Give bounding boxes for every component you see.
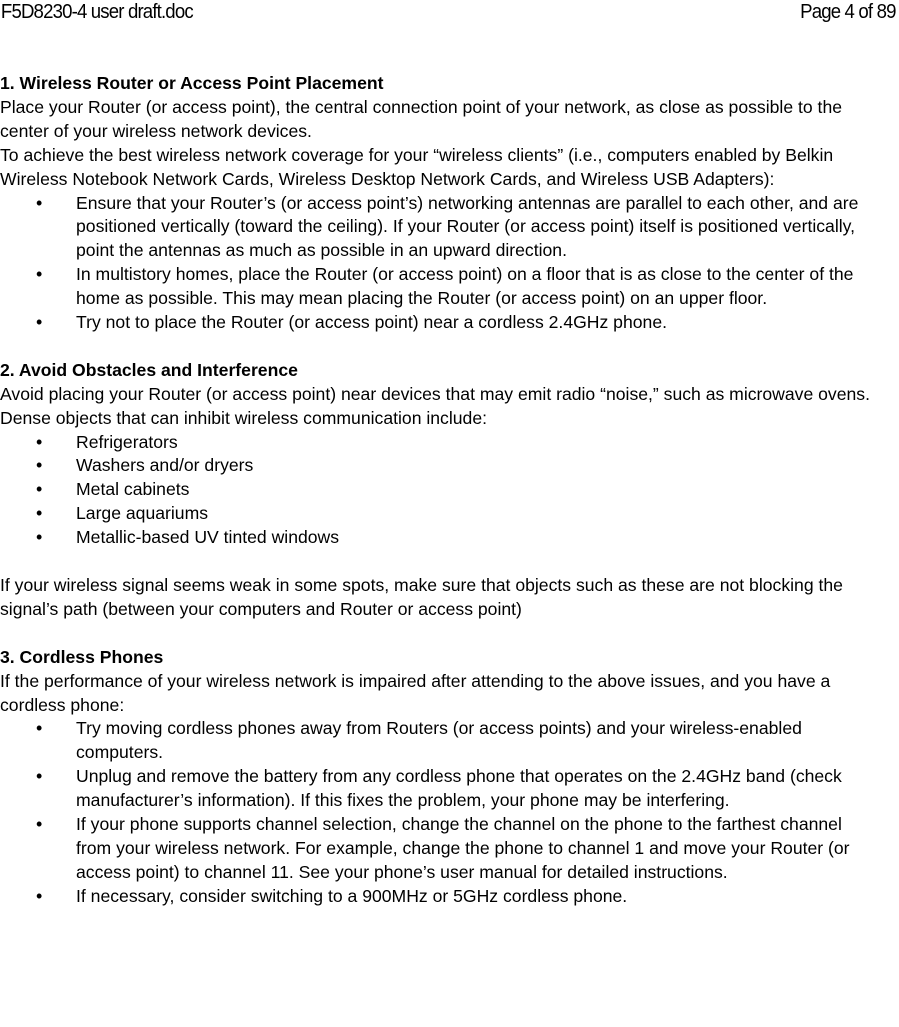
bullet-icon: •: [36, 814, 43, 835]
paragraph: Place your Router (or access point), the central connection point of your network, as close as possible to the center of your wireless network devices.: [0, 96, 843, 141]
list-item: [0, 765, 890, 813]
list-item: [0, 502, 890, 526]
document-body: [0, 72, 890, 909]
list-item-text: Metal cabinets: [76, 479, 190, 500]
list-item: [0, 454, 890, 478]
list-item: [0, 813, 890, 885]
list-item-text: In multistory homes, place the Router (or access point) on a floor that is as close to the center of the home as possible. This may mean placing the Router (or access point) on an upper floor.: [76, 264, 854, 309]
section-obstacles-closing: [0, 574, 890, 622]
list-item-text: Metallic-based UV tinted windows: [76, 527, 340, 548]
list-item: [0, 311, 890, 335]
bullet-icon: •: [36, 527, 43, 548]
page-header: [0, 0, 896, 24]
section-heading: 3. Cordless Phones: [0, 646, 164, 667]
bullet-list: [0, 717, 890, 908]
list-item-text: If your phone supports channel selection, change the channel on the phone to the farthest channel from your wireless network. For example, change the phone to channel 1 and move your Router (or access point) to channel 11. See your phone’s user manual for detailed instructions.: [76, 814, 850, 882]
bullet-icon: •: [36, 479, 43, 500]
page-number: Page 4 of 89: [800, 1, 896, 23]
section-cordless-phones: [0, 646, 890, 909]
document-filename: F5D8230-4 user draft.doc: [0, 1, 193, 23]
list-item-text: Refrigerators: [76, 431, 178, 452]
bullet-icon: •: [36, 264, 43, 285]
list-item-text: Ensure that your Router’s (or access point’s) networking antennas are parallel to each other, and are positioned vertically (toward the ceiling). If your Router (or access point) itself is positioned vertically, point the antennas as much as possible in an upward direction.: [76, 192, 859, 261]
list-item: [0, 263, 890, 311]
bullet-list: [0, 431, 890, 551]
section-obstacles: [0, 359, 890, 550]
list-item-text: If necessary, consider switching to a 900MHz or 5GHz cordless phone.: [76, 885, 628, 906]
bullet-icon: •: [36, 503, 43, 524]
list-item-text: Washers and/or dryers: [76, 455, 254, 476]
list-item-text: Unplug and remove the battery from any cordless phone that operates on the 2.4GHz band (check manufacturer’s information). If this fixes the problem, your phone may be interfering.: [76, 766, 842, 811]
bullet-icon: •: [36, 312, 43, 333]
bullet-icon: •: [36, 455, 43, 476]
paragraph: If the performance of your wireless network is impaired after attending to the above issues, and you have a cordless phone:: [0, 670, 831, 715]
paragraph: If your wireless signal seems weak in some spots, make sure that objects such as these are not blocking the signal’s path (between your computers and Router or access point): [0, 575, 843, 619]
list-item-text: Large aquariums: [76, 503, 209, 524]
paragraph: To achieve the best wireless network coverage for your “wireless clients” (i.e., computers enabled by Belkin Wireless Notebook Network Cards, Wireless Desktop Network Cards, and Wireless USB Adapters):: [0, 144, 834, 189]
paragraph: Avoid placing your Router (or access point) near devices that may emit radio “noise,” such as microwave ovens. Dense objects that can inhibit wireless communication include:: [0, 383, 870, 428]
bullet-icon: •: [36, 431, 43, 452]
list-item: [0, 431, 890, 455]
bullet-icon: •: [36, 718, 43, 739]
section-heading: 1. Wireless Router or Access Point Placement: [0, 73, 384, 93]
bullet-icon: •: [36, 192, 43, 213]
list-item: [0, 526, 890, 550]
section-heading: 2. Avoid Obstacles and Interference: [0, 359, 298, 380]
bullet-list: [0, 192, 890, 335]
list-item: [0, 192, 890, 264]
bullet-icon: •: [36, 766, 43, 787]
section-router-placement: [0, 72, 890, 335]
list-item: [0, 717, 890, 765]
bullet-icon: •: [36, 885, 43, 906]
list-item: [0, 478, 890, 502]
list-item-text: Try not to place the Router (or access point) near a cordless 2.4GHz phone.: [76, 312, 667, 333]
list-item: [0, 885, 890, 909]
list-item-text: Try moving cordless phones away from Routers (or access points) and your wireless-enabled computers.: [76, 718, 802, 763]
